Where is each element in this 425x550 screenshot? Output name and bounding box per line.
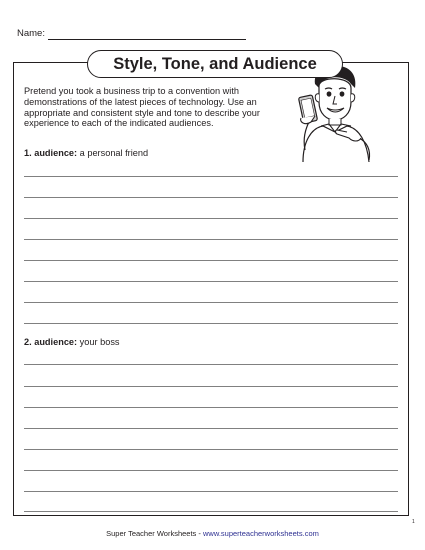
answer-line[interactable] — [24, 218, 398, 219]
answer-line[interactable] — [24, 428, 398, 429]
footer — [0, 529, 425, 538]
question-1-text: a personal friend — [79, 148, 149, 158]
answer-line[interactable] — [24, 364, 398, 365]
page-mark: 1 — [412, 519, 415, 525]
name-line[interactable] — [48, 39, 246, 40]
answer-line[interactable] — [24, 281, 398, 282]
footer-brand: Super Teacher Worksheets — [106, 529, 197, 538]
answer-line[interactable] — [24, 302, 398, 303]
answer-line[interactable] — [24, 323, 398, 324]
answer-line[interactable] — [24, 239, 398, 240]
answer-line[interactable] — [24, 491, 398, 492]
answer-line[interactable] — [24, 511, 398, 512]
question-2-text: your boss — [79, 337, 120, 347]
answer-line[interactable] — [24, 197, 398, 198]
question-1-label: 1. audience: — [24, 148, 78, 158]
answer-line[interactable] — [24, 386, 398, 387]
answer-line[interactable] — [24, 407, 398, 408]
question-1 — [24, 148, 148, 158]
footer-separator: - — [196, 529, 203, 538]
question-2 — [24, 337, 120, 347]
answer-line[interactable] — [24, 449, 398, 450]
question-2-label: 2. audience: — [24, 337, 78, 347]
footer-url[interactable]: www.superteacherworksheets.com — [202, 529, 319, 538]
answer-line[interactable] — [24, 470, 398, 471]
answer-line[interactable] — [24, 260, 398, 261]
instructions: Pretend you took a business trip to a convention with demonstrations of the latest pieces of technology. Use an appropriate and consistent style and tone to describe your experience to each of the indicated audiences. — [24, 86, 260, 129]
title-bubble: Style, Tone, and Audience — [87, 50, 343, 78]
name-label: Name: — [17, 28, 45, 39]
answer-line[interactable] — [24, 176, 398, 177]
